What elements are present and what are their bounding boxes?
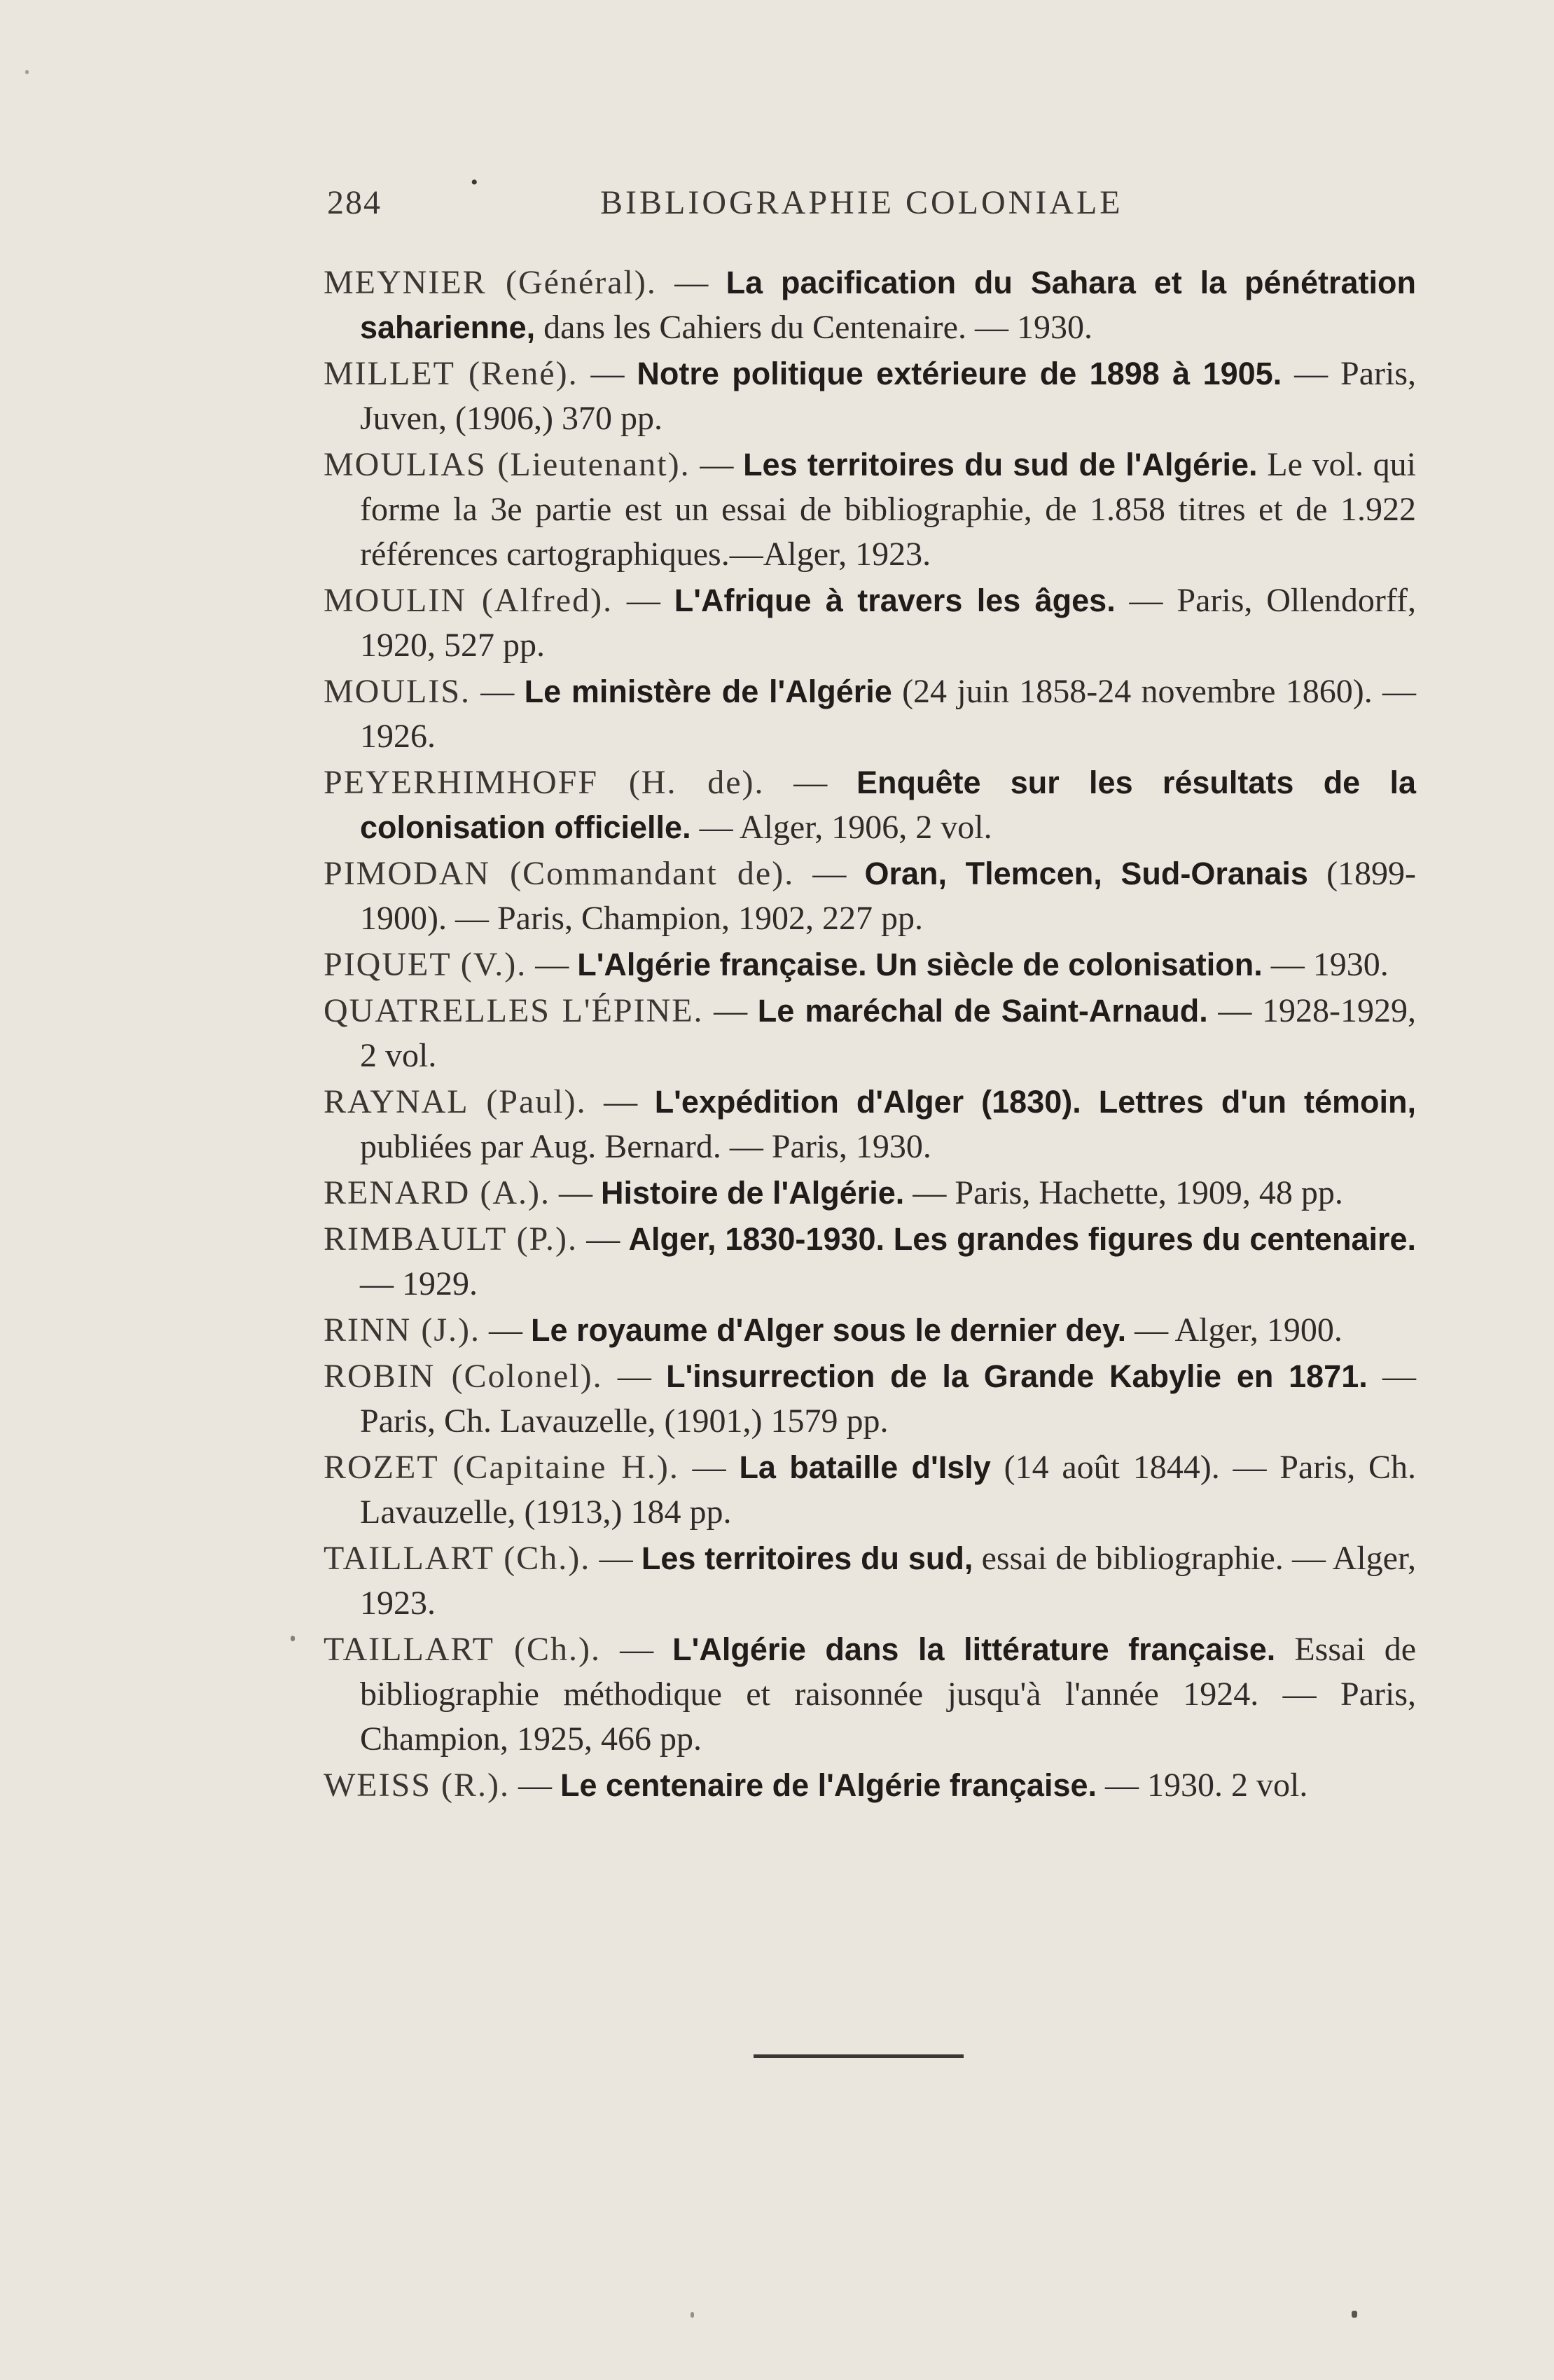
- bibliography-entry: [324, 1445, 1416, 1535]
- bibliography-entry: [324, 1536, 1416, 1626]
- entry-title: Enquête sur les résultats de la colonisation officielle.: [360, 765, 1416, 845]
- bibliography-entry: [324, 1171, 1416, 1216]
- entry-title: Les territoires du sud,: [641, 1540, 973, 1576]
- entry-author: TAILLART (Ch.).: [324, 1540, 591, 1577]
- entry-author: ROZET (Capitaine H.).: [324, 1449, 679, 1486]
- entry-title: L'Afrique à travers les âges.: [674, 583, 1116, 618]
- bibliography-entry: [324, 1080, 1416, 1169]
- page-number: 284: [327, 184, 382, 221]
- header-dot: •: [471, 171, 480, 194]
- entry-details: (14 août 1844). — Paris, Ch. Lavauzelle, (1913,) 184 pp.: [360, 1449, 1417, 1531]
- entry-title: Les territoires du sud de l'Algérie.: [743, 447, 1258, 482]
- entry-title: L'expédition d'Alger (1830). Lettres d'un témoin,: [654, 1084, 1417, 1120]
- entry-details: — Paris, Juven, (1906,) 370 pp.: [360, 355, 1417, 437]
- bibliography-entry: [324, 989, 1416, 1078]
- entry-title: La bataille d'Isly: [739, 1449, 991, 1485]
- entry-title: Le centenaire de l'Algérie française.: [560, 1767, 1097, 1803]
- entry-separator: —: [509, 1767, 560, 1804]
- entry-author: RENARD (A.).: [324, 1174, 550, 1211]
- entry-separator: —: [690, 446, 744, 483]
- entry-author: RIMBAULT (P.).: [324, 1220, 578, 1258]
- bibliography-entry: [324, 352, 1416, 441]
- entry-author: ROBIN (Colonel).: [324, 1358, 603, 1395]
- entry-author: RINN (J.).: [324, 1311, 480, 1349]
- entry-author: WEISS (R.).: [324, 1767, 510, 1804]
- bibliography-entry: [324, 1354, 1416, 1444]
- entry-title: L'Algérie française. Un siècle de colonisation.: [577, 947, 1263, 982]
- paper-speck: [691, 2312, 694, 2318]
- entry-author: RAYNAL (Paul).: [324, 1083, 587, 1120]
- paper-speck: [1352, 2311, 1357, 2318]
- entry-author: MOULIS.: [324, 673, 471, 710]
- bibliography-entry: [324, 669, 1416, 759]
- bibliography-entry: [324, 1217, 1416, 1307]
- entry-details: publiées par Aug. Bernard. — Paris, 1930.: [360, 1128, 931, 1165]
- entry-separator: —: [590, 1540, 641, 1577]
- paper-speck: [291, 1636, 295, 1641]
- entry-separator: —: [527, 946, 578, 983]
- entry-author: PEYERHIMHOFF (H. de).: [324, 764, 765, 801]
- entry-details: essai de bibliographie. — Alger, 1923.: [360, 1540, 1417, 1622]
- entry-title: Le maréchal de Saint-Arnaud.: [757, 993, 1208, 1029]
- bibliography-entry: [324, 1763, 1416, 1808]
- entry-title: Le royaume d'Alger sous le dernier dey.: [530, 1312, 1127, 1348]
- bibliography-entry: [324, 760, 1416, 850]
- entry-author: MEYNIER (Général).: [324, 264, 657, 301]
- entry-separator: —: [703, 992, 758, 1029]
- end-rule-divider: [754, 2054, 964, 2058]
- bibliography-entry: [324, 260, 1416, 350]
- entry-author: QUATRELLES L'ÉPINE.: [324, 992, 704, 1029]
- entry-title: La pacification du Sahara et la pénétration saharienne,: [360, 265, 1417, 345]
- entry-details: (24 juin 1858-24 novembre 1860). — 1926.: [360, 673, 1417, 755]
- entry-details: dans les Cahiers du Centenaire. — 1930.: [535, 309, 1092, 346]
- entry-title: Alger, 1830-1930. Les grandes figures du centenaire.: [628, 1221, 1417, 1257]
- entry-separator: —: [679, 1449, 740, 1486]
- entry-title: Oran, Tlemcen, Sud-Oranais: [864, 856, 1308, 891]
- entry-author: MILLET (René).: [324, 355, 578, 392]
- entry-details: — Paris, Ch. Lavauzelle, (1901,) 1579 pp.: [360, 1358, 1416, 1440]
- entry-author: PIQUET (V.).: [324, 946, 527, 983]
- entry-separator: —: [794, 855, 865, 892]
- entry-details: — Alger, 1906, 2 vol.: [691, 809, 992, 846]
- entry-details: — 1930.: [1262, 946, 1389, 983]
- bibliography-entry: [324, 851, 1416, 941]
- entry-separator: —: [764, 764, 856, 801]
- bibliography-entry: [324, 1627, 1416, 1762]
- entry-separator: —: [471, 673, 525, 710]
- bibliography-entry: [324, 942, 1416, 987]
- bibliography-entry: [324, 443, 1416, 577]
- entry-separator: —: [656, 264, 726, 301]
- entry-separator: —: [601, 1631, 673, 1668]
- entry-title: L'Algérie dans la littérature française.: [672, 1631, 1276, 1667]
- entry-separator: —: [613, 582, 674, 619]
- entry-details: Essai de bibliographie méthodique et raisonnée jusqu'à l'année 1924. — Paris, Champion, 1925, 466 pp.: [360, 1631, 1417, 1758]
- entry-details: Le vol. qui forme la 3e partie est un essai de bibliographie, de 1.858 titres et de 1.922 références cartographiques.—Alger, 1923.: [360, 446, 1417, 573]
- entry-separator: —: [480, 1311, 531, 1349]
- paper-speck: [25, 70, 29, 74]
- entry-separator: —: [586, 1083, 655, 1120]
- entry-title: Histoire de l'Algérie.: [600, 1175, 905, 1211]
- page-header: [327, 171, 1420, 232]
- entry-details: — 1930. 2 vol.: [1097, 1767, 1308, 1804]
- bibliography-list: [324, 260, 1416, 1809]
- entry-author: MOULIAS (Lieutenant).: [324, 446, 691, 483]
- entry-separator: —: [550, 1174, 601, 1211]
- entry-author: MOULIN (Alfred).: [324, 582, 613, 619]
- entry-title: L'insurrection de la Grande Kabylie en 1871.: [666, 1358, 1368, 1394]
- bibliography-entry: [324, 578, 1416, 668]
- entry-author: PIMODAN (Commandant de).: [324, 855, 795, 892]
- entry-title: Le ministère de l'Algérie: [524, 674, 892, 709]
- entry-separator: —: [602, 1358, 667, 1395]
- entry-separator: —: [578, 355, 637, 392]
- entry-details: — Paris, Hachette, 1909, 48 pp.: [904, 1174, 1343, 1211]
- bibliography-entry: [324, 1308, 1416, 1353]
- entry-separator: —: [578, 1220, 629, 1258]
- running-title: BIBLIOGRAPHIE COLONIALE: [600, 184, 1123, 221]
- entry-details: — Paris, Ollendorff, 1920, 527 pp.: [360, 582, 1416, 664]
- entry-details: — 1928-1929, 2 vol.: [360, 992, 1417, 1074]
- entry-details: — 1929.: [360, 1265, 478, 1302]
- entry-details: (1899-1900). — Paris, Champion, 1902, 227 pp.: [360, 855, 1417, 937]
- entry-details: — Alger, 1900.: [1126, 1311, 1343, 1349]
- entry-title: Notre politique extérieure de 1898 à 1905.: [637, 356, 1282, 391]
- entry-author: TAILLART (Ch.).: [324, 1631, 602, 1668]
